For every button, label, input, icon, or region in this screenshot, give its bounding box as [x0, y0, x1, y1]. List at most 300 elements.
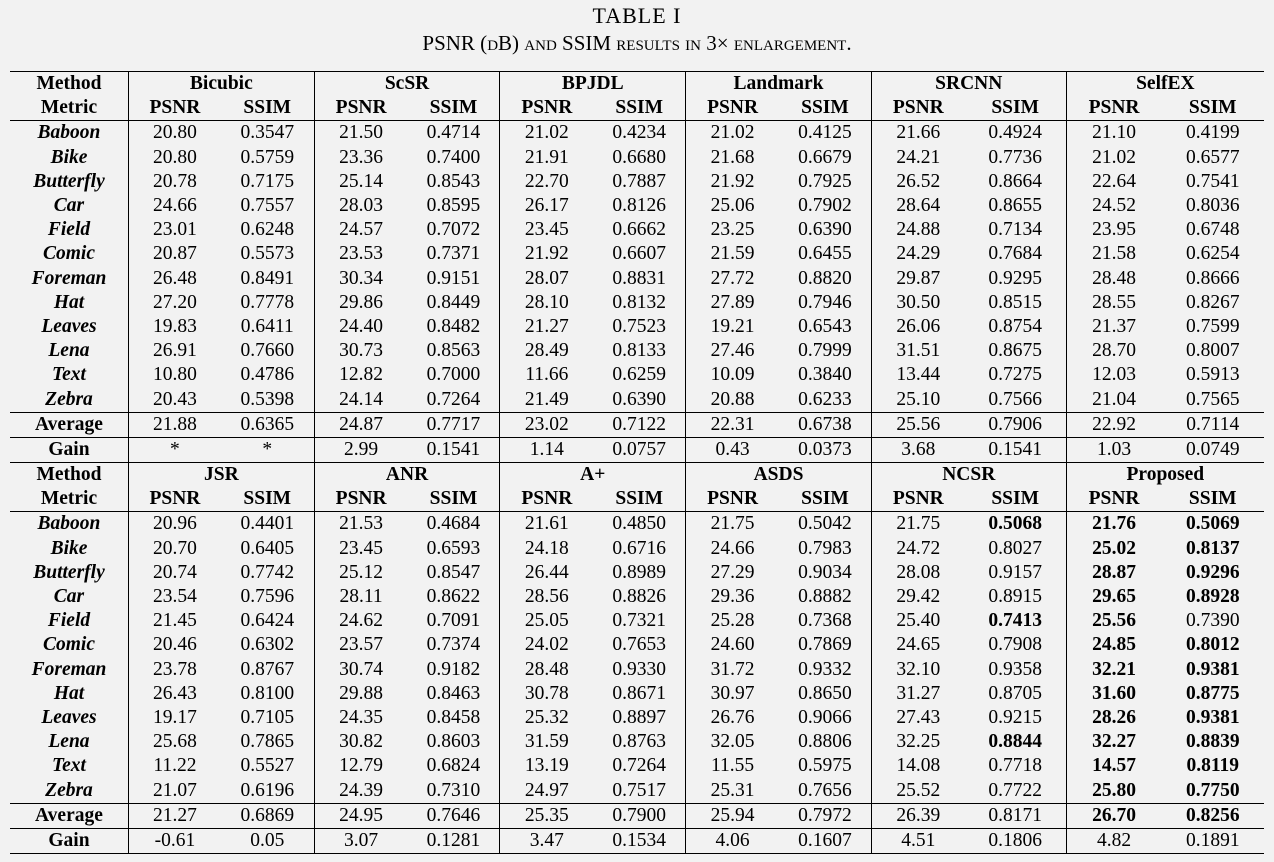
value-cell: 0.7557	[221, 194, 314, 218]
average-cell: 0.6869	[221, 803, 314, 828]
value-cell: 0.5398	[221, 387, 314, 412]
psnr-header: PSNR	[521, 97, 573, 119]
gain-cell: 4.06	[715, 829, 750, 851]
value-cell: 32.25	[896, 731, 941, 753]
value-cell: 26.52	[896, 170, 941, 192]
value-cell: 25.32	[524, 706, 569, 728]
average-cell: 26.39	[896, 804, 941, 826]
value-cell: 30.74	[339, 658, 384, 680]
value-cell: 0.6593	[408, 537, 500, 561]
image-name: Field	[10, 609, 128, 633]
value-cell: 21.10	[1092, 122, 1136, 144]
value-cell: 0.6577	[1185, 146, 1240, 168]
value-cell: 29.88	[339, 682, 384, 704]
image-name: Lena	[10, 339, 128, 363]
image-name: Butterfly	[10, 561, 128, 585]
value-cell: 0.8133	[593, 339, 685, 363]
table-title: PSNR (dB) and SSIM results in 3× enlargement.	[422, 31, 852, 55]
gain-cell: 2.99	[344, 438, 379, 460]
value-cell: 31.60	[1092, 682, 1136, 704]
value-cell: 0.8515	[965, 291, 1066, 315]
ssim-header: SSIM	[965, 96, 1066, 121]
ssim-header: SSIM	[779, 96, 871, 121]
method-name: ASDS	[686, 463, 872, 488]
table-row	[10, 658, 1264, 682]
gain-cell: 0.1534	[593, 828, 685, 853]
table-row	[10, 609, 1264, 633]
value-cell: 23.36	[339, 146, 384, 168]
value-cell: 0.8763	[593, 730, 685, 754]
ssim-header: SSIM	[1188, 488, 1237, 510]
method-label: Method	[10, 72, 128, 97]
image-name: Baboon	[10, 121, 128, 146]
value-cell: 0.5068	[965, 512, 1066, 537]
image-name: Car	[10, 585, 128, 609]
value-cell: 20.46	[152, 634, 197, 656]
table-row	[10, 778, 1264, 803]
method-name: ScSR	[314, 72, 500, 97]
image-name: Comic	[10, 242, 128, 266]
value-cell: 0.7656	[779, 778, 871, 803]
value-cell: 0.8622	[408, 585, 500, 609]
value-cell: 0.9381	[1185, 658, 1240, 680]
value-cell: 0.8012	[1185, 634, 1240, 656]
value-cell: 19.83	[152, 315, 197, 337]
image-name: Field	[10, 218, 128, 242]
gain-label: Gain	[10, 828, 128, 853]
value-cell: 31.72	[710, 658, 755, 680]
gain-cell: 1.03	[1097, 438, 1132, 460]
average-label: Average	[10, 803, 128, 828]
gain-label: Gain	[10, 437, 128, 462]
value-cell: 25.56	[1092, 610, 1136, 632]
average-cell: 21.88	[152, 413, 197, 435]
value-cell: 26.48	[152, 267, 197, 289]
image-name: Lena	[10, 730, 128, 754]
average-cell: 0.7900	[593, 803, 685, 828]
gain-cell: *	[221, 437, 314, 462]
gain-row	[10, 437, 1264, 462]
value-cell: 0.8839	[1185, 731, 1240, 753]
average-cell: 0.8171	[965, 803, 1066, 828]
image-name: Bike	[10, 537, 128, 561]
table-row	[10, 267, 1264, 291]
metric-header-row	[10, 96, 1264, 121]
value-cell: 0.8928	[1185, 586, 1240, 608]
value-cell: 0.7091	[408, 609, 500, 633]
average-row	[10, 412, 1264, 437]
value-cell: 0.7722	[965, 778, 1066, 803]
value-cell: 29.86	[339, 291, 384, 313]
value-cell: 0.8831	[593, 267, 685, 291]
value-cell: 0.4850	[593, 512, 685, 537]
gain-cell: 4.82	[1097, 829, 1132, 851]
value-cell: 12.82	[339, 364, 384, 386]
value-cell: 30.50	[896, 291, 941, 313]
value-cell: 29.42	[896, 586, 941, 608]
value-cell: 28.03	[339, 195, 384, 217]
value-cell: 0.8844	[965, 730, 1066, 754]
value-cell: 0.6248	[221, 218, 314, 242]
value-cell: 23.95	[1092, 219, 1136, 241]
method-header-row	[10, 463, 1264, 488]
value-cell: 24.14	[339, 388, 384, 410]
value-cell: 21.66	[896, 122, 941, 144]
value-cell: 23.53	[339, 243, 384, 265]
image-name: Zebra	[10, 778, 128, 803]
value-cell: 14.57	[1092, 755, 1136, 777]
value-cell: 0.7072	[408, 218, 500, 242]
value-cell: 0.7865	[221, 730, 314, 754]
value-cell: 0.9381	[1185, 706, 1240, 728]
image-name: Foreman	[10, 267, 128, 291]
value-cell: 10.09	[710, 364, 755, 386]
average-cell: 0.7972	[779, 803, 871, 828]
average-cell: 24.87	[339, 413, 384, 435]
table-caption	[0, 0, 1274, 57]
value-cell: 0.6716	[593, 537, 685, 561]
table-row	[10, 682, 1264, 706]
value-cell: 21.76	[1092, 513, 1136, 535]
value-cell: 21.61	[524, 513, 569, 535]
value-cell: 0.4125	[779, 121, 871, 146]
value-cell: 28.64	[896, 195, 941, 217]
value-cell: 32.21	[1092, 658, 1136, 680]
value-cell: 0.7368	[779, 609, 871, 633]
value-cell: 0.8595	[408, 194, 500, 218]
gain-cell: 0.1806	[965, 828, 1066, 853]
value-cell: 22.64	[1092, 170, 1136, 192]
table-row	[10, 121, 1264, 146]
method-name: NCSR	[871, 463, 1066, 488]
value-cell: 26.76	[710, 706, 755, 728]
value-cell: 20.78	[152, 170, 197, 192]
value-cell: 0.8767	[221, 658, 314, 682]
ssim-header: SSIM	[221, 96, 314, 121]
method-name: Proposed	[1126, 464, 1205, 486]
value-cell: 0.7541	[1185, 170, 1240, 192]
value-cell: 25.80	[1092, 779, 1136, 801]
value-cell: 0.8754	[965, 315, 1066, 339]
value-cell: 0.7946	[779, 291, 871, 315]
psnr-header: PSNR	[335, 488, 387, 510]
gain-cell: 1.14	[529, 438, 564, 460]
value-cell: 23.01	[152, 219, 197, 241]
value-cell: 32.27	[1092, 731, 1136, 753]
value-cell: 21.27	[524, 315, 569, 337]
average-cell: 0.7906	[965, 412, 1066, 437]
value-cell: 20.87	[152, 243, 197, 265]
value-cell: 0.7517	[593, 778, 685, 803]
value-cell: 10.80	[152, 364, 197, 386]
value-cell: 0.6543	[779, 315, 871, 339]
psnr-header: PSNR	[1088, 97, 1140, 119]
value-cell: 31.27	[896, 682, 941, 704]
value-cell: 0.7750	[1185, 779, 1240, 801]
value-cell: 0.8650	[779, 682, 871, 706]
value-cell: 28.87	[1092, 561, 1136, 583]
value-cell: 0.5975	[779, 754, 871, 778]
value-cell: 24.60	[710, 634, 755, 656]
value-cell: 24.62	[339, 610, 384, 632]
gain-cell: 0.1541	[408, 437, 500, 462]
value-cell: 28.26	[1092, 706, 1136, 728]
value-cell: 24.88	[896, 219, 941, 241]
value-cell: 0.7321	[593, 609, 685, 633]
value-cell: 24.29	[896, 243, 941, 265]
table-row	[10, 561, 1264, 585]
value-cell: 0.5069	[1185, 513, 1240, 535]
value-cell: 23.57	[339, 634, 384, 656]
value-cell: 27.43	[896, 706, 941, 728]
gain-row	[10, 828, 1264, 853]
value-cell: 25.52	[896, 779, 941, 801]
value-cell: 23.45	[524, 219, 569, 241]
value-cell: 0.7566	[965, 387, 1066, 412]
ssim-header: SSIM	[221, 487, 314, 512]
value-cell: 0.8775	[1185, 682, 1240, 704]
value-cell: 20.70	[152, 537, 197, 559]
value-cell: 0.8705	[965, 682, 1066, 706]
value-cell: 0.8463	[408, 682, 500, 706]
value-cell: 0.8132	[593, 291, 685, 315]
table-row	[10, 512, 1264, 537]
value-cell: 24.66	[710, 537, 755, 559]
value-cell: 0.7264	[408, 387, 500, 412]
value-cell: 26.17	[524, 195, 569, 217]
value-cell: 0.9330	[593, 658, 685, 682]
value-cell: 21.92	[524, 243, 569, 265]
value-cell: 0.8007	[1185, 340, 1240, 362]
value-cell: 11.55	[710, 755, 755, 777]
value-cell: 0.7596	[221, 585, 314, 609]
value-cell: 0.7523	[593, 315, 685, 339]
value-cell: 31.51	[896, 340, 941, 362]
table-row	[10, 754, 1264, 778]
value-cell: 23.25	[710, 219, 755, 241]
value-cell: 0.8119	[1186, 755, 1240, 777]
gain-cell: 0.0749	[1185, 438, 1240, 460]
value-cell: 0.7653	[593, 633, 685, 657]
value-cell: 0.9296	[1185, 561, 1240, 583]
value-cell: 0.6662	[593, 218, 685, 242]
value-cell: 29.36	[710, 586, 755, 608]
value-cell: 0.6607	[593, 242, 685, 266]
value-cell: 0.8100	[221, 682, 314, 706]
table-row	[10, 363, 1264, 387]
image-name: Hat	[10, 291, 128, 315]
value-cell: 13.19	[524, 755, 569, 777]
value-cell: 0.8036	[1185, 195, 1240, 217]
value-cell: 0.6259	[593, 363, 685, 387]
value-cell: 0.8482	[408, 315, 500, 339]
value-cell: 0.7275	[965, 363, 1066, 387]
value-cell: 0.8449	[408, 291, 500, 315]
gain-cell: -0.61	[154, 829, 196, 851]
metric-header-row	[10, 487, 1264, 512]
value-cell: 0.8915	[965, 585, 1066, 609]
value-cell: 0.9157	[965, 561, 1066, 585]
value-cell: 0.7887	[593, 170, 685, 194]
image-name: Butterfly	[10, 170, 128, 194]
value-cell: 19.17	[152, 706, 197, 728]
value-cell: 0.8664	[965, 170, 1066, 194]
value-cell: 28.55	[1092, 291, 1136, 313]
value-cell: 0.4714	[408, 121, 500, 146]
value-cell: 28.07	[524, 267, 569, 289]
table-row	[10, 387, 1264, 412]
value-cell: 0.9215	[965, 706, 1066, 730]
value-cell: 28.70	[1092, 340, 1136, 362]
gain-cell: 3.07	[344, 829, 379, 851]
value-cell: 0.8458	[408, 706, 500, 730]
image-name: Hat	[10, 682, 128, 706]
gain-cell: 0.0373	[779, 437, 871, 462]
value-cell: 30.97	[710, 682, 755, 704]
value-cell: 0.8806	[779, 730, 871, 754]
value-cell: 0.7599	[1185, 315, 1240, 337]
value-cell: 0.8267	[1185, 291, 1240, 313]
value-cell: 0.5913	[1185, 364, 1240, 386]
value-cell: 0.9182	[408, 658, 500, 682]
value-cell: 27.89	[710, 291, 755, 313]
value-cell: 30.82	[339, 731, 384, 753]
value-cell: 0.7374	[408, 633, 500, 657]
value-cell: 0.8027	[965, 537, 1066, 561]
value-cell: 21.50	[339, 122, 384, 144]
value-cell: 0.8491	[221, 267, 314, 291]
value-cell: 0.8547	[408, 561, 500, 585]
metric-label: Metric	[10, 96, 128, 121]
average-cell: 0.7114	[1186, 413, 1240, 435]
value-cell: 21.37	[1092, 315, 1136, 337]
value-cell: 0.8897	[593, 706, 685, 730]
value-cell: 0.7869	[779, 633, 871, 657]
image-name: Comic	[10, 633, 128, 657]
value-cell: 0.7400	[408, 146, 500, 170]
method-name: Bicubic	[128, 72, 314, 97]
value-cell: 0.5573	[221, 242, 314, 266]
value-cell: 24.40	[339, 315, 384, 337]
value-cell: 13.44	[896, 364, 941, 386]
method-name: A+	[500, 463, 686, 488]
value-cell: 0.4924	[965, 121, 1066, 146]
metric-label: Metric	[10, 487, 128, 512]
value-cell: 0.9066	[779, 706, 871, 730]
value-cell: 23.78	[152, 658, 197, 680]
value-cell: 21.02	[710, 122, 755, 144]
ssim-header: SSIM	[593, 487, 685, 512]
table-row	[10, 146, 1264, 170]
average-cell: 21.27	[152, 804, 197, 826]
value-cell: 0.8655	[965, 194, 1066, 218]
value-cell: 0.7718	[965, 754, 1066, 778]
value-cell: 0.7902	[779, 194, 871, 218]
table-row	[10, 242, 1264, 266]
value-cell: 0.6390	[593, 387, 685, 412]
value-cell: 21.53	[339, 513, 384, 535]
value-cell: 0.8543	[408, 170, 500, 194]
value-cell: 29.87	[896, 267, 941, 289]
psnr-header: PSNR	[521, 488, 573, 510]
image-name: Baboon	[10, 512, 128, 537]
value-cell: 23.54	[152, 586, 197, 608]
value-cell: 28.49	[524, 340, 569, 362]
results-table-body	[10, 72, 1264, 854]
value-cell: 21.75	[896, 513, 941, 535]
value-cell: 12.03	[1092, 364, 1136, 386]
value-cell: 27.20	[152, 291, 197, 313]
value-cell: 0.7175	[221, 170, 314, 194]
table-row	[10, 218, 1264, 242]
value-cell: 0.6824	[408, 754, 500, 778]
image-name: Leaves	[10, 706, 128, 730]
image-name: Foreman	[10, 658, 128, 682]
value-cell: 0.9151	[408, 267, 500, 291]
method-name: Landmark	[686, 72, 872, 97]
average-cell: 23.02	[524, 413, 569, 435]
value-cell: 0.7105	[221, 706, 314, 730]
image-name: Car	[10, 194, 128, 218]
value-cell: 21.68	[710, 146, 755, 168]
value-cell: 24.66	[152, 195, 197, 217]
value-cell: 0.7999	[779, 339, 871, 363]
value-cell: 0.8820	[779, 267, 871, 291]
average-cell: 22.31	[710, 413, 755, 435]
results-table	[10, 71, 1264, 854]
ssim-header: SSIM	[779, 487, 871, 512]
value-cell: 26.43	[152, 682, 197, 704]
psnr-header: PSNR	[335, 97, 387, 119]
value-cell: 0.9295	[965, 267, 1066, 291]
value-cell: 0.3840	[779, 363, 871, 387]
value-cell: 0.9034	[779, 561, 871, 585]
value-cell: 12.79	[339, 755, 384, 777]
value-cell: 21.02	[1092, 146, 1136, 168]
value-cell: 21.91	[524, 146, 569, 168]
method-name: BPJDL	[500, 72, 686, 97]
value-cell: 0.4684	[408, 512, 500, 537]
average-cell: 0.6365	[221, 412, 314, 437]
value-cell: 21.75	[710, 513, 755, 535]
value-cell: 0.7390	[1185, 610, 1240, 632]
value-cell: 0.7413	[965, 609, 1066, 633]
value-cell: 0.8882	[779, 585, 871, 609]
average-cell: 24.95	[339, 804, 384, 826]
value-cell: 28.48	[524, 658, 569, 680]
gain-cell: *	[170, 438, 180, 460]
value-cell: 0.7264	[593, 754, 685, 778]
table-number: TABLE I	[592, 3, 682, 28]
gain-cell: 0.43	[715, 438, 750, 460]
gain-cell: 0.1281	[408, 828, 500, 853]
method-name: JSR	[128, 463, 314, 488]
average-cell: 25.94	[710, 804, 755, 826]
value-cell: 21.07	[152, 779, 197, 801]
value-cell: 0.8671	[593, 682, 685, 706]
value-cell: 24.57	[339, 219, 384, 241]
value-cell: 0.4401	[221, 512, 314, 537]
ssim-header: SSIM	[593, 96, 685, 121]
method-name: SelfEX	[1136, 73, 1195, 95]
value-cell: 21.02	[524, 122, 569, 144]
psnr-header: PSNR	[149, 488, 201, 510]
value-cell: 28.08	[896, 561, 941, 583]
value-cell: 24.02	[524, 634, 569, 656]
value-cell: 0.6424	[221, 609, 314, 633]
value-cell: 32.05	[710, 731, 755, 753]
gain-cell: 0.0757	[593, 437, 685, 462]
